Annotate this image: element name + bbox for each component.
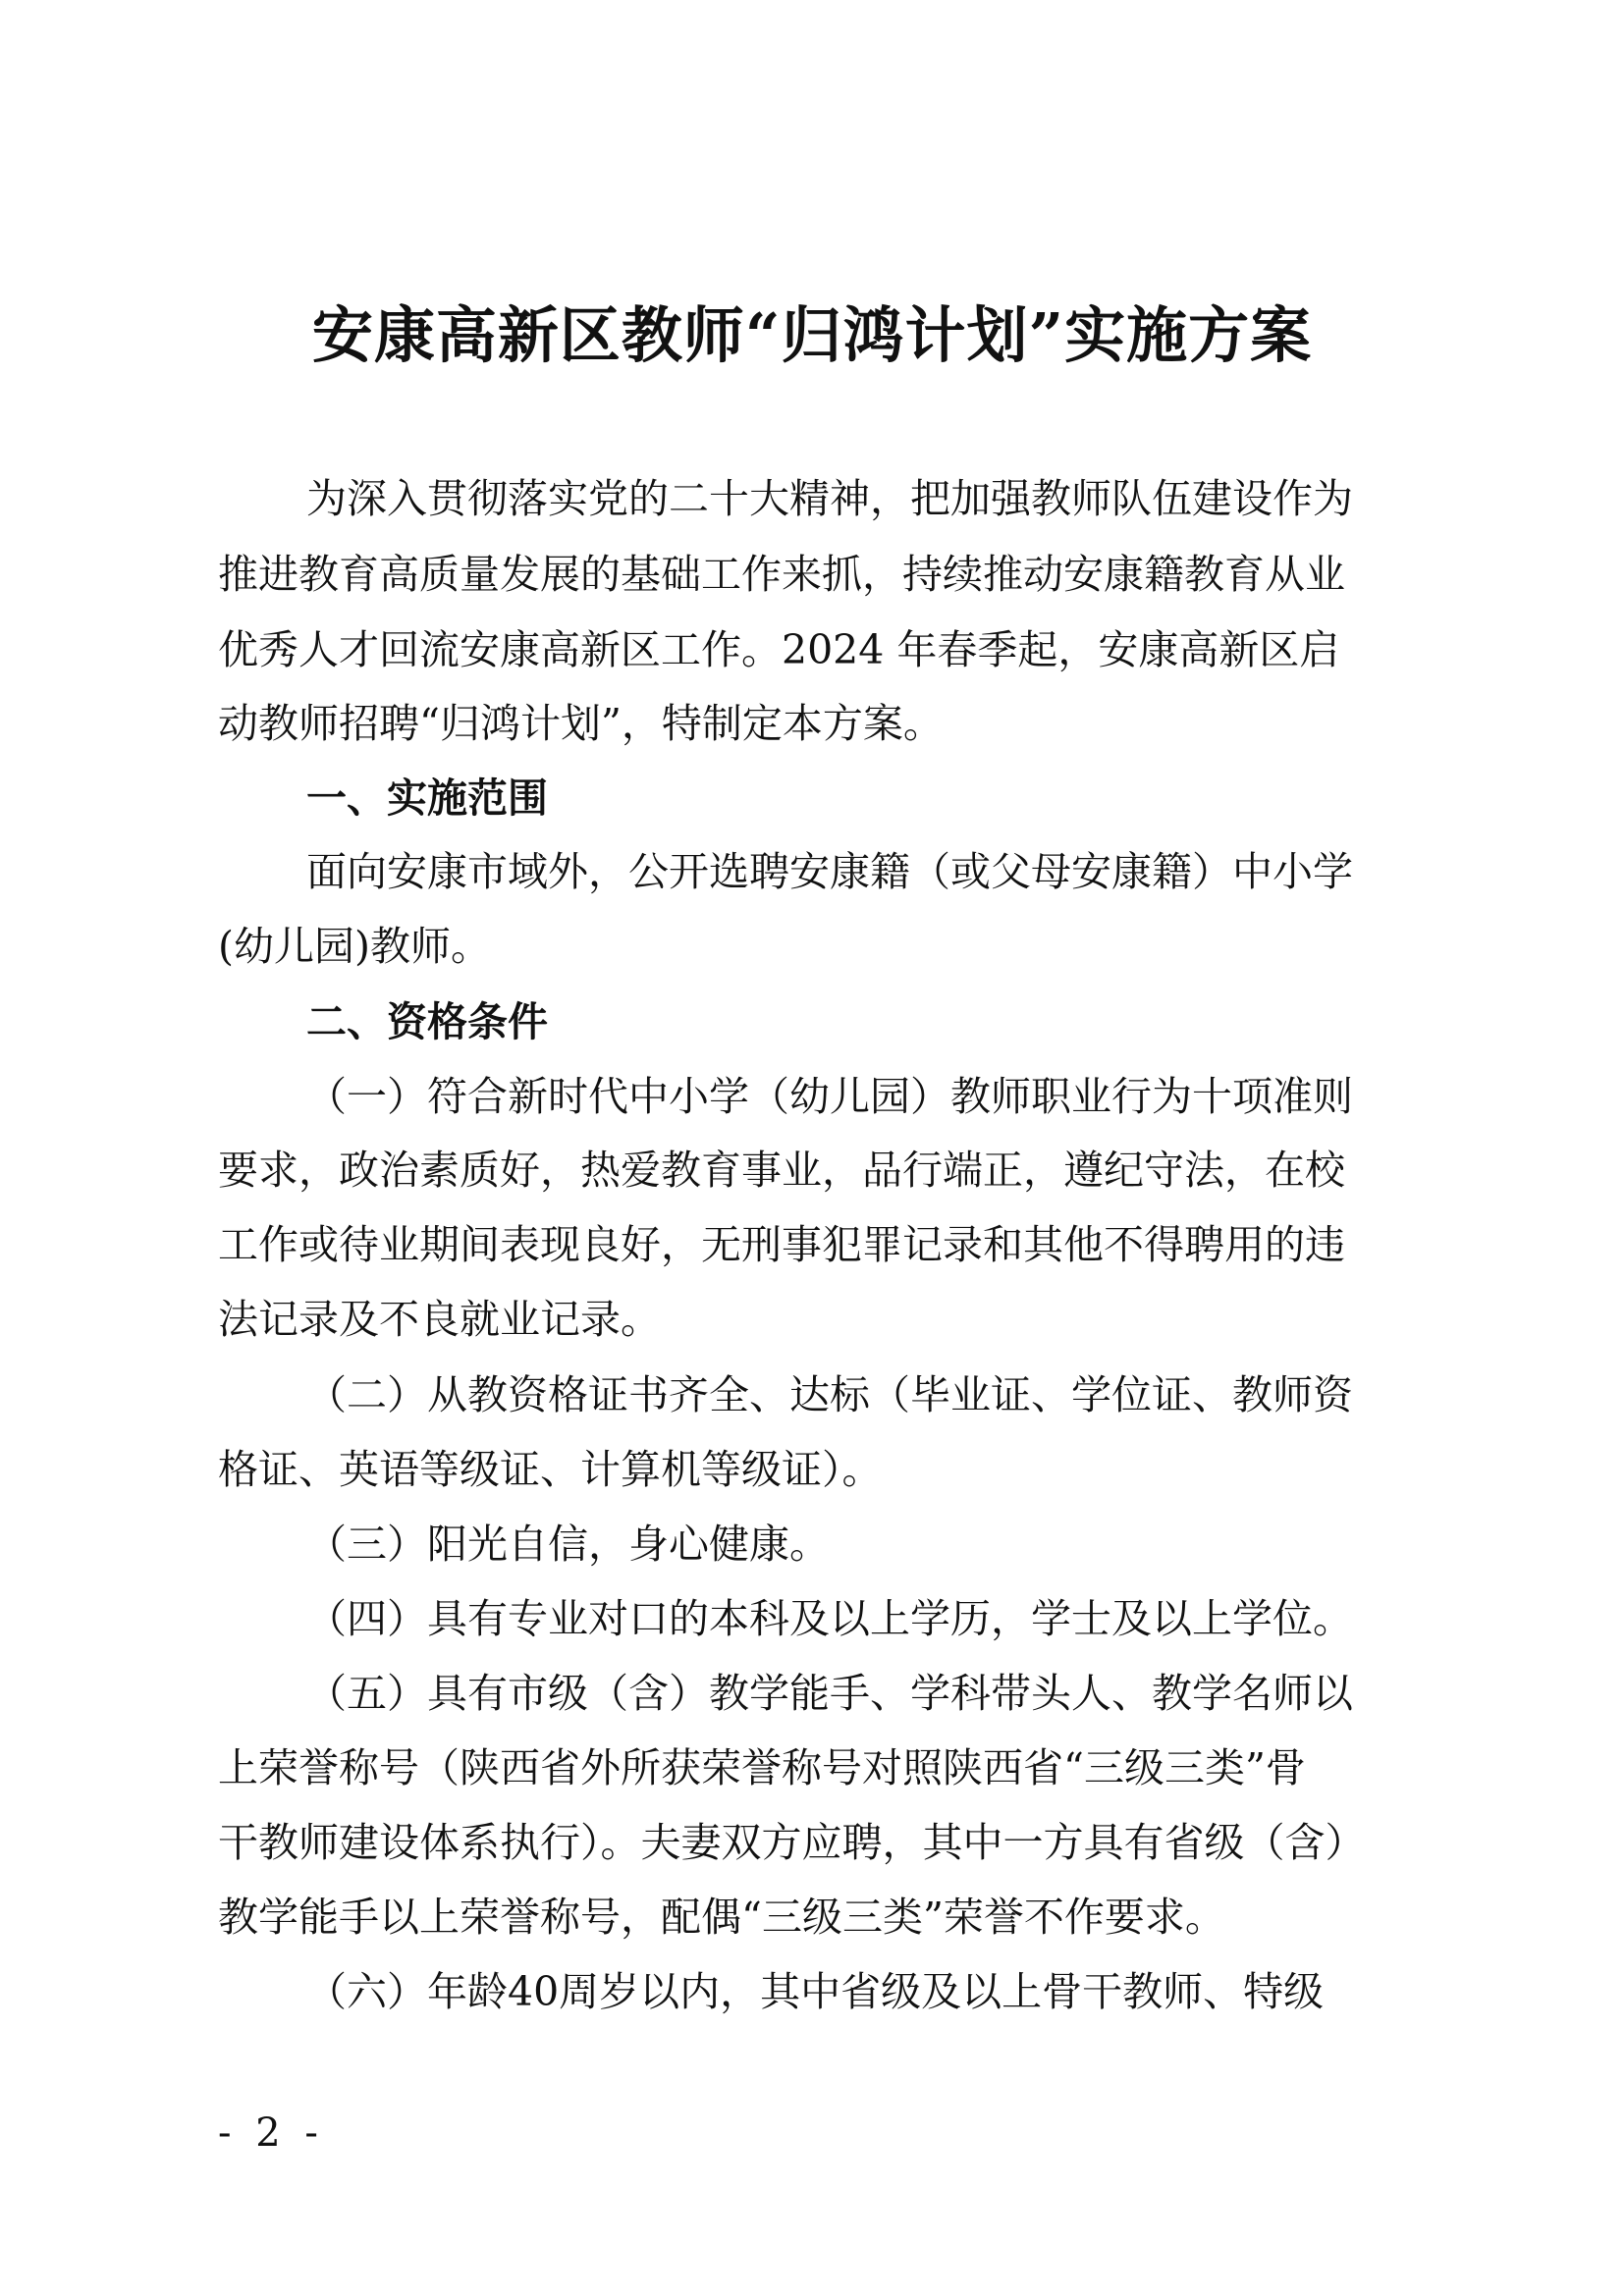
- qualification-2-line-1: （二）从教资格证书齐全、达标（毕业证、学位证、教师资: [306, 1371, 1353, 1418]
- qualification-3: （三）阳光自信，身心健康。: [306, 1521, 830, 1568]
- qualification-1-line-3: 工作或待业期间表现良好，无刑事犯罪记录和其他不得聘用的违: [218, 1221, 1345, 1268]
- section-heading-scope: 一、实施范围: [306, 774, 548, 822]
- page-number: - 2 -: [218, 2110, 324, 2156]
- qualification-5-line-1: （五）具有市级（含）教学能手、学科带头人、教学名师以: [306, 1670, 1353, 1717]
- qualification-5-line-2: 上荣誉称号（陕西省外所获荣誉称号对照陕西省“三级三类”骨: [218, 1744, 1306, 1791]
- intro-line-3: 优秀人才回流安康高新区工作。2024 年春季起，安康高新区启: [218, 626, 1340, 673]
- qualification-1-line-2: 要求，政治素质好，热爱教育事业，品行端正，遵纪守法，在校: [218, 1147, 1345, 1194]
- scope-line-2: (幼儿园)教师。: [218, 923, 491, 970]
- scope-line-1: 面向安康市域外，公开选聘安康籍（或父母安康籍）中小学: [306, 848, 1353, 895]
- intro-line-2: 推进教育高质量发展的基础工作来抓，持续推动安康籍教育从业: [218, 551, 1345, 598]
- qualification-5-line-3: 干教师建设体系执行）。夫妻双方应聘，其中一方具有省级（含）: [218, 1819, 1366, 1866]
- qualification-5-line-4: 教学能手以上荣誉称号，配偶“三级三类”荣誉不作要求。: [218, 1894, 1225, 1941]
- qualification-1-line-1: （一）符合新时代中小学（幼儿园）教师职业行为十项准则: [306, 1073, 1353, 1120]
- qualification-6-line-1: （六）年龄40周岁以内，其中省级及以上骨干教师、特级: [306, 1968, 1325, 2015]
- intro-line-4: 动教师招聘“归鸿计划”，特制定本方案。: [218, 700, 944, 747]
- qualification-1-line-4: 法记录及不良就业记录。: [218, 1296, 661, 1343]
- qualification-2-line-2: 格证、英语等级证、计算机等级证）。: [218, 1446, 883, 1493]
- section-heading-qualifications: 二、资格条件: [306, 998, 548, 1045]
- intro-line-1: 为深入贯彻落实党的二十大精神，把加强教师队伍建设作为: [306, 475, 1353, 522]
- document-title: 安康高新区教师“归鸿计划”实施方案: [311, 299, 1313, 371]
- qualification-4: （四）具有专业对口的本科及以上学历，学士及以上学位。: [306, 1595, 1353, 1642]
